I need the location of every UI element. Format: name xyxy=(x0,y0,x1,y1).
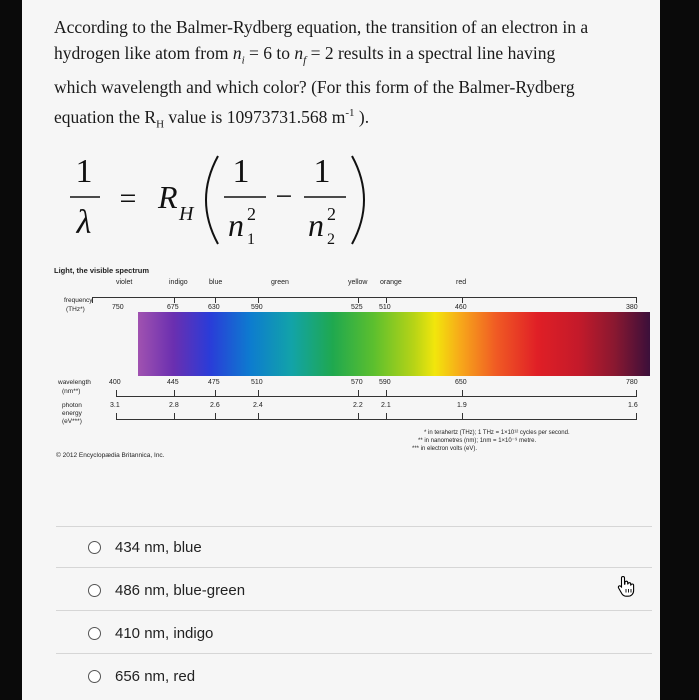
answer-option-3[interactable] xyxy=(88,621,213,645)
frequency-tick-label: 590 xyxy=(251,304,263,311)
divider xyxy=(56,653,652,654)
frequency-tick-label: 380 xyxy=(626,304,638,311)
formula-lambda: λ xyxy=(76,204,92,241)
formula-right-paren xyxy=(352,156,364,244)
formula-n2: n xyxy=(308,207,324,243)
formula-rh: R xyxy=(158,179,178,215)
wavelength-tick xyxy=(636,390,637,396)
radio-button[interactable] xyxy=(88,670,101,683)
question-line-2a: hydrogen like atom from xyxy=(54,43,233,63)
wavelength-tick-label: 445 xyxy=(167,379,179,386)
rh-subscript: H xyxy=(156,117,165,130)
question-line-2c: = 2 results in a spectral line having xyxy=(306,43,556,63)
formula-n2-exponent: 2 xyxy=(327,204,336,224)
frequency-tick xyxy=(462,297,463,303)
answer-option-label: 410 nm, indigo xyxy=(115,624,214,642)
formula-rh-subscript: H xyxy=(179,203,194,225)
formula-minus: − xyxy=(275,180,293,213)
color-label-yellow: yellow xyxy=(348,279,368,286)
wavelength-tick-label: 780 xyxy=(626,379,638,386)
question-line-2b: = 6 to xyxy=(244,43,295,63)
footnote-nanometres: ** in nanometres (nm); 1nm = 1×10⁻⁹ metre. xyxy=(418,438,537,444)
frequency-tick xyxy=(358,297,359,303)
answer-option-label: 434 nm, blue xyxy=(115,538,202,556)
answer-option-label: 486 nm, blue-green xyxy=(115,581,246,599)
ni-symbol: n xyxy=(232,43,242,63)
energy-tick xyxy=(215,413,216,419)
question-line-4b: value is 10973731.568 m xyxy=(164,106,346,127)
frequency-tick-label: 510 xyxy=(379,304,391,311)
question-text xyxy=(54,14,644,137)
spectrum-color-bar xyxy=(138,312,650,376)
wavelength-tick xyxy=(215,390,216,396)
ni-subscript: i xyxy=(241,54,245,67)
divider xyxy=(56,526,652,527)
frequency-tick xyxy=(636,297,637,303)
question-line-3: which wavelength and which color? (For this form of the Balmer-Rydberg xyxy=(54,76,575,97)
frequency-tick-label: 460 xyxy=(455,304,467,311)
formula-n1-subscript: 1 xyxy=(247,231,255,248)
energy-unit: (eV***) xyxy=(62,418,82,425)
frequency-tick xyxy=(386,297,387,303)
frequency-tick-label: 675 xyxy=(167,304,179,311)
formula-n2-subscript: 2 xyxy=(327,231,335,248)
frequency-tick xyxy=(258,297,259,303)
wavelength-unit: (nm**) xyxy=(62,388,81,395)
frequency-tick-label: 630 xyxy=(208,304,220,311)
energy-tick-label: 2.8 xyxy=(169,402,179,409)
question-line-2 xyxy=(54,40,644,74)
energy-tick xyxy=(386,413,387,419)
formula-equals: = xyxy=(119,182,137,215)
wavelength-tick-label: 650 xyxy=(455,379,467,386)
color-label-violet: violet xyxy=(116,279,133,286)
energy-tick-label: 2.4 xyxy=(253,402,263,409)
frequency-unit: (THz*) xyxy=(66,306,85,313)
wavelength-tick-label: 475 xyxy=(208,379,220,386)
wavelength-label: wavelength xyxy=(58,379,91,386)
color-label-green: green xyxy=(271,279,289,286)
divider xyxy=(56,610,652,611)
visible-spectrum-figure xyxy=(52,266,652,466)
formula-numerator-1: 1 xyxy=(232,153,250,190)
formula-lhs-numerator: 1 xyxy=(75,153,93,190)
wavelength-tick xyxy=(258,390,259,396)
energy-tick xyxy=(462,413,463,419)
radio-button[interactable] xyxy=(88,627,101,640)
energy-tick xyxy=(358,413,359,419)
color-label-blue: blue xyxy=(209,279,223,286)
energy-label: energy xyxy=(62,410,82,417)
energy-tick-label: 1.9 xyxy=(457,402,467,409)
energy-tick-label: 2.2 xyxy=(353,402,363,409)
divider xyxy=(56,567,652,568)
wavelength-tick-label: 570 xyxy=(351,379,363,386)
nf-subscript: f xyxy=(303,54,307,67)
energy-tick xyxy=(636,413,637,419)
rydberg-formula xyxy=(58,148,388,258)
energy-tick-label: 2.6 xyxy=(210,402,220,409)
wavelength-tick xyxy=(358,390,359,396)
formula-n1: n xyxy=(228,207,244,243)
wavelength-tick xyxy=(386,390,387,396)
wavelength-tick xyxy=(116,390,117,396)
wavelength-tick xyxy=(174,390,175,396)
color-label-red: red xyxy=(456,279,467,286)
frequency-label: frequency xyxy=(64,297,93,304)
unit-exponent: -1 xyxy=(345,106,355,119)
wavelength-tick-label: 510 xyxy=(251,379,263,386)
energy-tick xyxy=(258,413,259,419)
wavelength-axis xyxy=(116,396,637,397)
formula-n1-exponent: 2 xyxy=(247,204,256,224)
copyright: © 2012 Encyclopædia Britannica, Inc. xyxy=(56,452,165,459)
frequency-tick xyxy=(215,297,216,303)
radio-button[interactable] xyxy=(88,584,101,597)
energy-tick xyxy=(174,413,175,419)
wavelength-tick-label: 400 xyxy=(109,379,121,386)
wavelength-tick xyxy=(462,390,463,396)
energy-tick-label: 2.1 xyxy=(381,402,391,409)
frequency-tick xyxy=(174,297,175,303)
energy-axis xyxy=(116,419,637,420)
question-line-1: According to the Balmer-Rydberg equation, the transition of an electron in a xyxy=(54,17,589,37)
hand-pointer-icon xyxy=(614,574,638,598)
answer-option-label: 656 nm, red xyxy=(115,667,196,685)
answer-option-2[interactable] xyxy=(88,578,245,602)
radio-button[interactable] xyxy=(88,541,101,554)
question-line-4c: ). xyxy=(354,106,370,127)
footnote-terahertz: * in terahertz (THz); 1 THz = 1×10¹² cycles per second. xyxy=(424,430,570,436)
formula-left-paren xyxy=(206,156,218,244)
energy-tick-label: 1.6 xyxy=(628,402,638,409)
answer-option-1[interactable] xyxy=(88,535,202,559)
color-label-indigo: indigo xyxy=(169,279,188,286)
answer-option-4[interactable] xyxy=(88,664,195,688)
wavelength-tick-label: 590 xyxy=(379,379,391,386)
footnote-electron-volts: *** in electron volts (eV). xyxy=(412,446,478,452)
energy-tick-label: 3.1 xyxy=(110,402,120,409)
frequency-tick-label: 750 xyxy=(112,304,124,311)
nf-symbol: n xyxy=(294,43,304,63)
question-line-4 xyxy=(54,100,644,137)
photon-label: photon xyxy=(62,402,82,409)
question-line-4a: equation the R xyxy=(54,106,157,127)
formula-numerator-2: 1 xyxy=(313,153,331,190)
energy-tick xyxy=(116,413,117,419)
color-label-orange: orange xyxy=(380,279,402,286)
question-card xyxy=(22,0,660,700)
frequency-tick-label: 525 xyxy=(351,304,363,311)
spectrum-title: Light, the visible spectrum xyxy=(54,266,150,275)
